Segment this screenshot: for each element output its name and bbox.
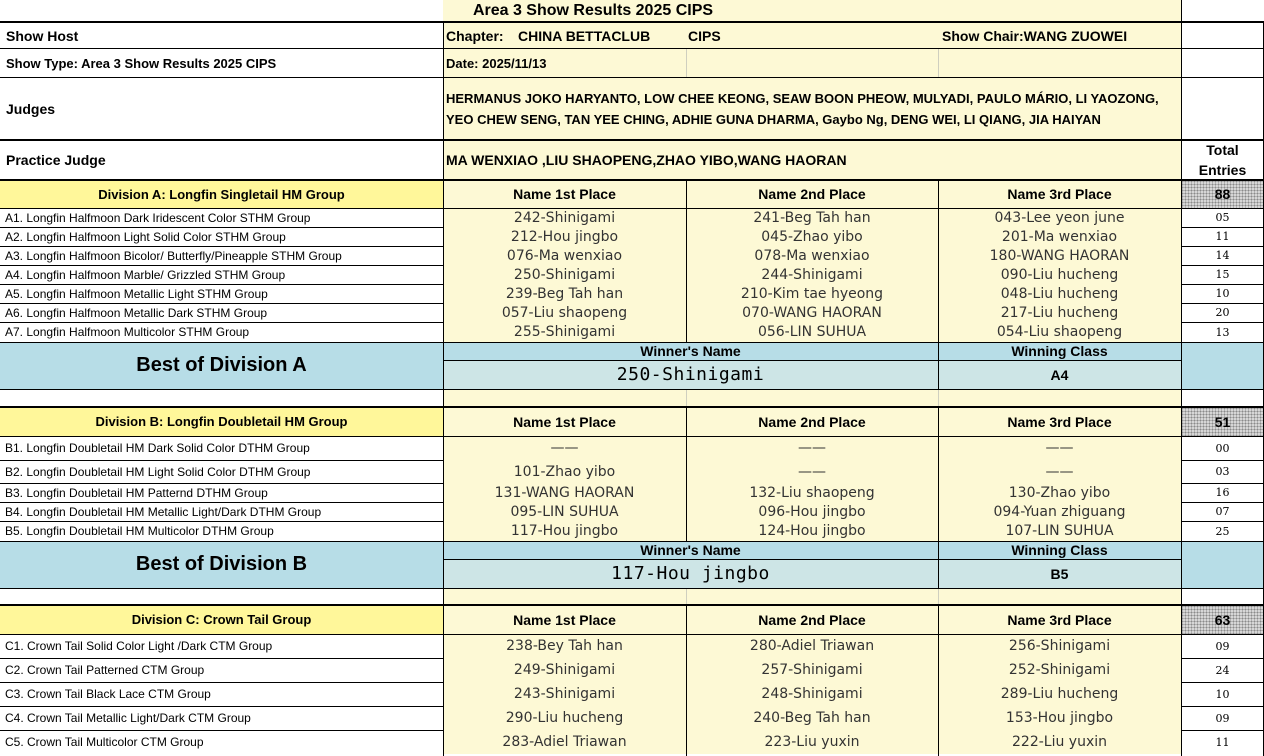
first-place-cell: 057-Liu shaopeng xyxy=(443,303,686,322)
chapter-value: CHINA BETTACLUB xyxy=(518,27,651,44)
second-place-cell: 241-Beg Tah han xyxy=(686,208,938,227)
grid-line xyxy=(1181,246,1264,247)
spacer-b xyxy=(443,588,1181,605)
entries-cell: 07 xyxy=(1215,505,1230,518)
grid-line xyxy=(938,180,939,342)
third-place-cell: 043-Lee yeon june xyxy=(938,208,1181,227)
show-type: Show Type: Area 3 Show Results 2025 CIPS xyxy=(6,55,277,71)
entries-cell: 24 xyxy=(1215,663,1230,677)
grid-line xyxy=(443,559,1181,560)
grid-line xyxy=(0,502,443,503)
winning-class-header: Winning Class xyxy=(938,541,1181,559)
third-place-cell: 094-Yuan zhiguang xyxy=(938,502,1181,521)
division-a-winning-class: A4 xyxy=(938,360,1181,389)
grid-line xyxy=(1181,706,1264,707)
second-place-cell: 244-Shinigami xyxy=(686,265,938,284)
entries-cell: 09 xyxy=(1215,639,1230,653)
header-second-place: Name 2nd Place xyxy=(686,407,938,436)
grid-line xyxy=(1181,730,1264,731)
first-place-cell: 212-Hou jingbo xyxy=(443,227,686,246)
second-place-cell: 280-Adiel Triawan xyxy=(686,634,938,658)
entries-cell: 14 xyxy=(1215,249,1230,262)
division-b-winner-name: 117-Hou jingbo xyxy=(443,559,938,588)
grid-line xyxy=(1181,658,1264,659)
class-row-name: A5. Longfin Halfmoon Metallic Light STHM Group xyxy=(5,286,268,301)
total-entries-label-2: Entries xyxy=(1198,162,1247,178)
entries-cell: 09 xyxy=(1215,711,1230,725)
first-place-cell: 239-Beg Tah han xyxy=(443,284,686,303)
first-place-cell: 243-Shinigami xyxy=(443,682,686,706)
third-place-cell: 048-Liu hucheng xyxy=(938,284,1181,303)
second-place-cell: 132-Liu shaopeng xyxy=(686,483,938,502)
grid-line xyxy=(0,21,1264,23)
entries-cell: 11 xyxy=(1215,735,1230,749)
class-row-name: B1. Longfin Doubletail HM Dark Solid Color DTHM Group xyxy=(5,441,310,455)
class-row-name: C5. Crown Tail Multicolor CTM Group xyxy=(5,735,204,749)
grid-line xyxy=(0,483,443,484)
best-of-division-b: Best of Division B xyxy=(0,541,443,588)
entries-cell: 16 xyxy=(1215,486,1230,499)
third-place-cell: 256-Shinigami xyxy=(938,634,1181,658)
class-row-name: A7. Longfin Halfmoon Multicolor STHM Group xyxy=(5,325,250,339)
grid-line xyxy=(0,730,443,731)
header-second-place: Name 2nd Place xyxy=(686,180,938,208)
entries-cell: 10 xyxy=(1215,287,1230,300)
judges-line-1: HERMANUS JOKO HARYANTO, LOW CHEE KEONG, SEAW BOON PHEOW, MULYADI, PAULO MÁRIO, LI YAOZONG, xyxy=(446,90,1159,106)
best-b-empty xyxy=(1181,541,1264,588)
second-place-cell: 257-Shinigami xyxy=(686,658,938,682)
division-a-title: Division A: Longfin Singletail HM Group xyxy=(0,180,443,208)
first-place-cell: 117-Hou jingbo xyxy=(443,521,686,541)
grid-line xyxy=(938,342,939,389)
third-place-cell: 054-Liu shaopeng xyxy=(938,322,1181,342)
header-third-place: Name 3rd Place xyxy=(938,180,1181,208)
grid-line xyxy=(0,77,1264,78)
grid-line xyxy=(938,541,939,588)
grid-line xyxy=(0,682,443,683)
header-third-place: Name 3rd Place xyxy=(938,605,1181,634)
practice-judge-label: Practice Judge xyxy=(6,152,106,168)
second-place-cell: 045-Zhao yibo xyxy=(686,227,938,246)
grid-line xyxy=(0,541,1264,542)
third-place-cell: 153-Hou jingbo xyxy=(938,706,1181,730)
first-place-cell: 101-Zhao yibo xyxy=(443,460,686,483)
entries-cell: 05 xyxy=(1215,211,1230,224)
class-row-name: B5. Longfin Doubletail HM Multicolor DTHM Group xyxy=(5,524,274,538)
entries-cell: 11 xyxy=(1215,230,1230,243)
class-row-name: C3. Crown Tail Black Lace CTM Group xyxy=(5,687,211,701)
header-first-place: Name 1st Place xyxy=(443,605,686,634)
grid-line xyxy=(1181,0,1182,756)
second-place-cell: 096-Hou jingbo xyxy=(686,502,938,521)
grid-line xyxy=(686,588,687,605)
header-first-place: Name 1st Place xyxy=(443,407,686,436)
grid-line xyxy=(1181,502,1264,503)
third-place-cell: —— xyxy=(938,436,1181,460)
grid-line xyxy=(1181,227,1264,228)
grid-line xyxy=(938,407,939,541)
header-first-place: Name 1st Place xyxy=(443,180,686,208)
third-place-cell: 222-Liu yuxin xyxy=(938,730,1181,754)
class-row-name: A4. Longfin Halfmoon Marble/ Grizzled STHM Group xyxy=(5,267,286,282)
total-entries-label-1: Total xyxy=(1206,142,1239,158)
show-date: Date: 2025/11/13 xyxy=(446,55,547,71)
grid-line xyxy=(0,588,1264,589)
second-place-cell: 240-Beg Tah han xyxy=(686,706,938,730)
division-b-winning-class: B5 xyxy=(938,559,1181,588)
grid-line xyxy=(686,180,687,342)
second-place-cell: 248-Shinigami xyxy=(686,682,938,706)
grid-line xyxy=(1181,521,1264,522)
grid-line xyxy=(1181,682,1264,683)
practice-judges: MA WENXIAO ,LIU SHAOPENG,ZHAO YIBO,WANG HAORAN xyxy=(446,152,847,168)
first-place-cell: 283-Adiel Triawan xyxy=(443,730,686,754)
third-place-cell: 090-Liu hucheng xyxy=(938,265,1181,284)
grid-line xyxy=(1181,284,1264,285)
division-b-title: Division B: Longfin Doubletail HM Group xyxy=(0,407,443,436)
best-of-division-a: Best of Division A xyxy=(0,342,443,389)
grid-line xyxy=(0,284,443,285)
winning-class-header: Winning Class xyxy=(938,342,1181,360)
grid-line xyxy=(938,605,939,756)
first-place-cell: 255-Shinigami xyxy=(443,322,686,342)
grid-line xyxy=(1181,322,1264,323)
division-c-total: 63 xyxy=(1181,605,1264,634)
second-place-cell: —— xyxy=(686,436,938,460)
second-place-cell: 078-Ma wenxiao xyxy=(686,246,938,265)
class-row-name: B4. Longfin Doubletail HM Metallic Light/Dark DTHM Group xyxy=(5,504,322,519)
first-place-cell: 290-Liu hucheng xyxy=(443,706,686,730)
sheet-title: Area 3 Show Results 2025 CIPS xyxy=(472,2,714,19)
grid-line xyxy=(686,605,687,756)
grid-line xyxy=(0,246,443,247)
grid-line xyxy=(0,48,1264,49)
org-value: CIPS xyxy=(688,27,721,44)
spacer-a xyxy=(443,389,1181,407)
best-a-empty xyxy=(1181,342,1264,389)
grid-line xyxy=(0,706,443,707)
header-second-place: Name 2nd Place xyxy=(686,605,938,634)
division-b-total: 51 xyxy=(1181,407,1264,436)
grid-line xyxy=(0,227,443,228)
grid-line xyxy=(1181,303,1264,304)
third-place-cell: 180-WANG HAORAN xyxy=(938,246,1181,265)
entries-cell: 10 xyxy=(1215,687,1230,701)
third-place-cell: 217-Liu hucheng xyxy=(938,303,1181,322)
class-row-name: A3. Longfin Halfmoon Bicolor/ Butterfly/Pineapple STHM Group xyxy=(5,248,342,263)
show-chair: Show Chair:WANG ZUOWEI xyxy=(942,27,1128,44)
chapter-label: Chapter: xyxy=(446,27,504,44)
grid-line xyxy=(0,322,443,323)
grid-line xyxy=(0,521,443,522)
second-place-cell: 210-Kim tae hyeong xyxy=(686,284,938,303)
grid-line xyxy=(686,407,687,541)
class-row-name: A2. Longfin Halfmoon Light Solid Color STHM Group xyxy=(5,229,286,244)
second-place-cell: —— xyxy=(686,460,938,483)
entries-cell: 13 xyxy=(1215,325,1230,339)
class-row-name: C1. Crown Tail Solid Color Light /Dark CTM Group xyxy=(5,639,273,653)
grid-line xyxy=(1181,460,1264,461)
third-place-cell: 107-LIN SUHUA xyxy=(938,521,1181,541)
class-row-name: B3. Longfin Doubletail HM Patternd DTHM Group xyxy=(5,485,268,500)
class-row-name: A1. Longfin Halfmoon Dark Iridescent Color STHM Group xyxy=(5,210,311,225)
division-a-total: 88 xyxy=(1181,180,1264,208)
division-c-title: Division C: Crown Tail Group xyxy=(0,605,443,634)
entries-cell: 20 xyxy=(1215,306,1230,319)
grid-line xyxy=(938,49,939,77)
class-row-name: C2. Crown Tail Patterned CTM Group xyxy=(5,663,205,677)
grid-line xyxy=(938,389,939,407)
third-place-cell: 201-Ma wenxiao xyxy=(938,227,1181,246)
grid-line xyxy=(0,658,443,659)
first-place-cell: 095-LIN SUHUA xyxy=(443,502,686,521)
first-place-cell: 238-Bey Tah han xyxy=(443,634,686,658)
grid-line xyxy=(1181,483,1264,484)
winner-name-header: Winner's Name xyxy=(443,541,938,559)
first-place-cell: 242-Shinigami xyxy=(443,208,686,227)
second-place-cell: 223-Liu yuxin xyxy=(686,730,938,754)
third-place-cell: 289-Liu hucheng xyxy=(938,682,1181,706)
class-row-name: B2. Longfin Doubletail HM Light Solid Color DTHM Group xyxy=(5,464,311,479)
third-place-cell: —— xyxy=(938,460,1181,483)
third-place-cell: 130-Zhao yibo xyxy=(938,483,1181,502)
grid-line xyxy=(0,179,1264,181)
show-host-label: Show Host xyxy=(6,27,79,44)
entries-cell: 15 xyxy=(1215,268,1230,281)
first-place-cell: —— xyxy=(443,436,686,460)
second-place-cell: 056-LIN SUHUA xyxy=(686,322,938,342)
grid-line xyxy=(443,360,1181,361)
grid-line xyxy=(0,265,443,266)
class-row-name: C4. Crown Tail Metallic Light/Dark CTM Group xyxy=(5,711,251,725)
grid-line xyxy=(686,389,687,407)
second-place-cell: 124-Hou jingbo xyxy=(686,521,938,541)
grid-line xyxy=(0,604,1264,606)
division-a-winner-name: 250-Shinigami xyxy=(443,360,938,389)
first-place-cell: 131-WANG HAORAN xyxy=(443,483,686,502)
grid-line xyxy=(1181,265,1264,266)
class-row-name: A6. Longfin Halfmoon Metallic Dark STHM Group xyxy=(5,305,268,320)
entries-cell: 00 xyxy=(1215,441,1230,455)
first-place-cell: 076-Ma wenxiao xyxy=(443,246,686,265)
grid-line xyxy=(0,303,443,304)
second-place-cell: 070-WANG HAORAN xyxy=(686,303,938,322)
grid-line xyxy=(0,460,443,461)
grid-line xyxy=(0,406,1264,408)
grid-line xyxy=(686,49,687,77)
grid-line xyxy=(0,342,1264,343)
winner-name-header: Winner's Name xyxy=(443,342,938,360)
header-third-place: Name 3rd Place xyxy=(938,407,1181,436)
first-place-cell: 249-Shinigami xyxy=(443,658,686,682)
entries-cell: 25 xyxy=(1215,524,1230,538)
grid-line xyxy=(0,208,1264,209)
grid-line xyxy=(0,436,1264,437)
entries-cell: 03 xyxy=(1215,465,1230,478)
judges-line-2: YEO CHEW SENG, TAN YEE CHING, ADHIE GUNA DHARMA, Gaybo Ng, DENG WEI, LI QIANG, JIA HAIYAN xyxy=(446,111,1101,127)
grid-line xyxy=(938,588,939,605)
grid-line xyxy=(0,389,1264,390)
judges-label: Judges xyxy=(6,100,56,117)
grid-line xyxy=(0,634,1264,635)
first-place-cell: 250-Shinigami xyxy=(443,265,686,284)
grid-line xyxy=(0,139,1264,141)
third-place-cell: 252-Shinigami xyxy=(938,658,1181,682)
